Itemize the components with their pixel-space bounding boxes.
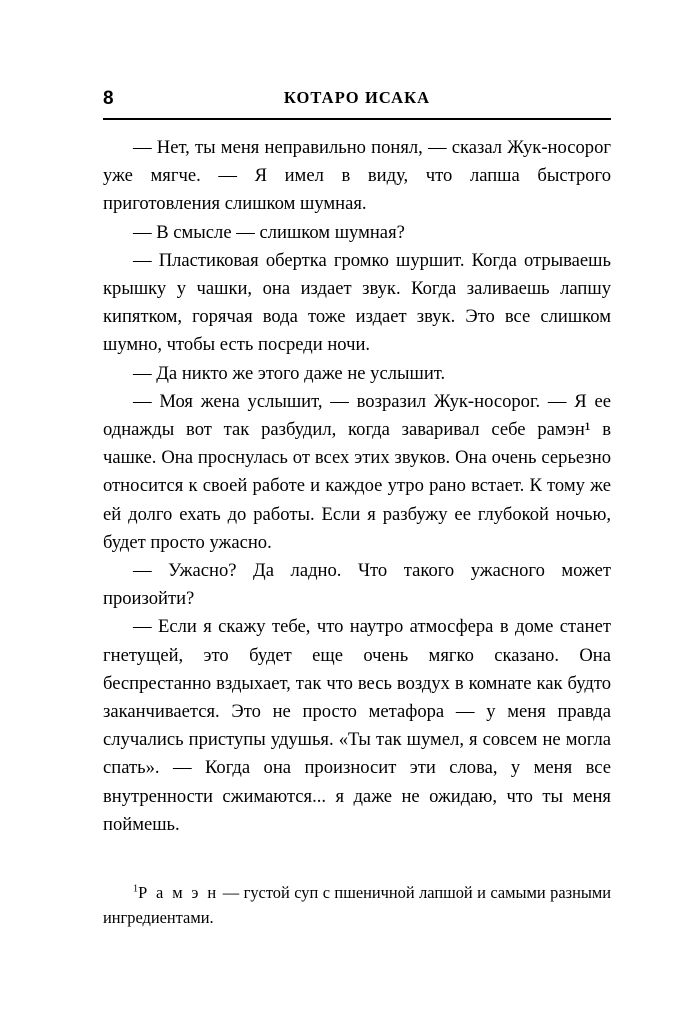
page-number: 8: [103, 88, 114, 109]
running-head: [103, 88, 611, 114]
body-text: [103, 134, 611, 839]
footnote-area: [103, 880, 611, 930]
header-rule: [103, 118, 611, 120]
paragraph: — Да никто же этого даже не услышит.: [133, 362, 446, 384]
footnote: [103, 880, 611, 930]
paragraph: — Пластиковая обертка громко шуршит. Когда отрываешь крышку у чашки, она издает звук. Когда заливаешь лапшу кипятком, горячая вода тоже издает звук. Это все слишком шумно, чтобы есть посреди ночи.: [103, 249, 611, 356]
paragraph: — Нет, ты меня неправильно понял, — сказал Жук-носорог уже мягче. — Я имел в виду, что лапша быстрого приготовления слишком шумная.: [103, 137, 611, 215]
footnote-marker: 1: [133, 883, 139, 895]
paragraph: — В смысле — слишком шумная?: [133, 221, 405, 243]
paragraph: — Если я скажу тебе, что наутро атмосфера в доме станет гнетущей, это будет еще очень мягко сказано. Она беспрестанно вздыхает, так что весь воздух в комнате как будто заканчивается. Это не просто метафора — у меня правда случались приступы удушья. «Ты так шумел, я совсем не могла спать». — Когда она произносит эти слова, у меня все внутренности сжимаются... я даже не ожидаю, что ты меня поймешь.: [103, 616, 611, 835]
running-head-title: КОТАРО ИСАКА: [283, 88, 431, 107]
footnote-line: [103, 880, 611, 930]
footnote-term: Р а м э н: [138, 883, 219, 902]
paragraph: — Ужасно? Да ладно. Что такого ужасного может произойти?: [103, 560, 611, 610]
paragraph: — Моя жена услышит, — возразил Жук-носорог. — Я ее однажды вот так разбудил, когда заваривал себе рамэн¹ в чашке. Она проснулась от всех этих звуков. Она очень серьезно относится к своей работе и каждое утро рано встает. К тому же ей долго ехать до работы. Если я разбужу ее глубокой ночью, будет просто ужасно.: [103, 390, 611, 553]
footnote-text: — густой суп с пшеничной лапшой и самыми разными ингредиентами.: [103, 883, 612, 927]
